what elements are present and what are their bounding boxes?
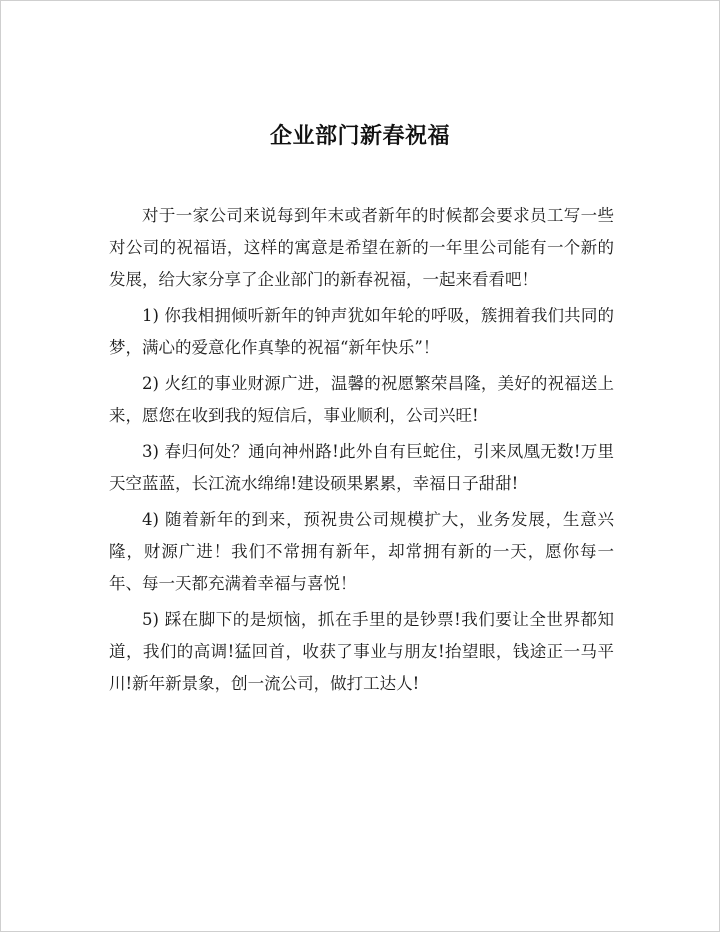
blessing-paragraph-4: 4) 随着新年的到来，预祝贵公司规模扩大，业务发展，生意兴隆，财源广进！我们不常拥有新年，却常拥有新的一天，愿你每一年、每一天都充满着幸福与喜悦！: [109, 510, 614, 593]
blessing-paragraph-5: 5) 踩在脚下的是烦恼，抓在手里的是钞票!我们要让全世界都知道，我们的高调!猛回首，收获了事业与朋友!抬望眼，钱途正一马平川!新年新景象，创一流公司，做打工达人!: [109, 610, 614, 693]
blessing-paragraph-2: 2) 火红的事业财源广进，温馨的祝愿繁荣昌隆，美好的祝福送上来，愿您在收到我的短信后，事业顺利，公司兴旺!: [109, 374, 614, 425]
document-body: [109, 200, 614, 704]
intro-paragraph: 对于一家公司来说每到年末或者新年的时候都会要求员工写一些对公司的祝福语，这样的寓意是希望在新的一年里公司能有一个新的发展，给大家分享了企业部门的新春祝福，一起来看看吧！: [109, 206, 614, 289]
document-title: 企业部门新春祝福: [269, 124, 450, 149]
blessing-paragraph-1: 1) 你我相拥倾听新年的钟声犹如年轮的呼吸，簇拥着我们共同的梦，满心的爱意化作真挚的祝福“新年快乐”！: [109, 306, 614, 357]
blessing-paragraph-3: 3) 春归何处？通向神州路!此外自有巨蛇住，引来凤凰无数!万里天空蓝蓝，长江流水绵绵!建设硕果累累，幸福日子甜甜!: [109, 442, 614, 493]
